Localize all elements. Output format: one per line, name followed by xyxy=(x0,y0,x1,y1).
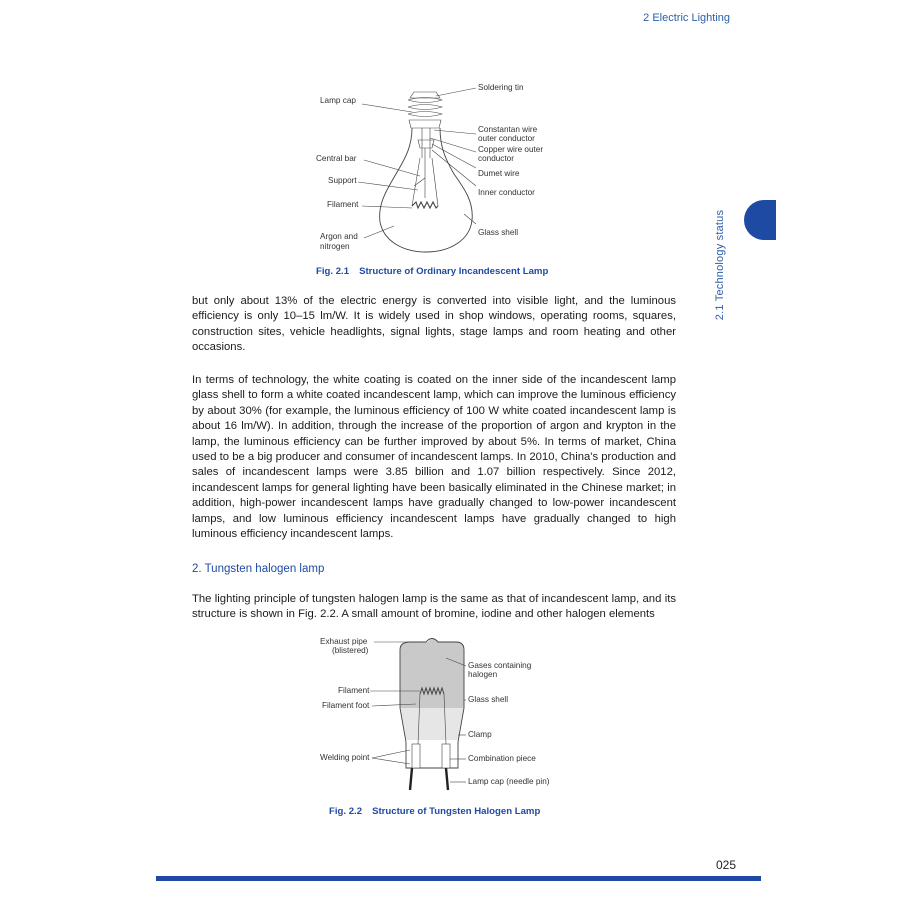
page-number: 025 xyxy=(716,858,737,872)
paragraph-halogen-intro: The lighting principle of tungsten halogen lamp is the same as that of incandescent lamp, and its structure is shown in Fig. 2.2. A small amount of bromine, iodine and other halogen elements xyxy=(192,593,676,621)
paragraph-technology-market: In terms of technology, the white coating is coated on the inner side of the incandescent lamp glass shell to form a white coated incandescent lamp, which can improve the luminous efficiency by about 30% (for example, the luminous efficiency of 100 W white coated incandescent lamp is about 16 lm/W). In addition, through the increase of the proportion of argon and krypton in the lamp, the luminous efficiency can be further improved by about 5%. In terms of market, China used to be a big producer and consumer of incandescent lamps. In 2010, China's production and sales of incandescent lamps were 3.85 billion and 1.07 billion respectively. Since 2012, incandescent lamps for general lighting have been basically eliminated in the Chinese market; in addition, high-power incandescent lamps have gradually changed to low-power incandescent lamps, and low luminous efficiency incandescent lamps have gradually changed to high luminous efficiency incandescent lamps. xyxy=(192,374,676,541)
label-glass-shell: Glass shell xyxy=(478,228,519,237)
label-central-bar: Central bar xyxy=(316,154,357,163)
label-soldering-tin: Soldering tin xyxy=(478,83,524,92)
label-copper-line2: conductor xyxy=(478,154,514,163)
label-constantan-line2: outer conductor xyxy=(478,134,535,143)
label-filament-foot: Filament foot xyxy=(322,701,370,710)
label-glass-shell: Glass shell xyxy=(468,695,509,704)
section-subheading: 2. Tungsten halogen lamp xyxy=(192,563,325,575)
stem-assembly xyxy=(412,128,438,206)
label-exhaust-line2: (blistered) xyxy=(332,646,369,655)
figure1-caption-title: Structure of Ordinary Incandescent Lamp xyxy=(359,266,549,277)
label-constantan-line1: Constantan wire xyxy=(478,125,538,134)
section-side-label xyxy=(700,200,740,330)
label-gases-line2: halogen xyxy=(468,670,498,679)
label-combination-piece: Combination piece xyxy=(468,754,536,763)
running-header: 2 Electric Lighting xyxy=(643,12,730,24)
figure-incandescent-lamp xyxy=(300,78,560,258)
label-inner-conductor: Inner conductor xyxy=(478,188,535,197)
figure1-caption-number: Fig. 2.1 xyxy=(316,266,350,277)
paragraph-efficiency: but only about 13% of the electric energy is converted into visible light, and the luminous efficiency is only 10–15 lm/W. It is widely used in shop windows, operating rooms, squares, construction sites, vehicle headlights, signal lights, stage lamps and room heating and other occasions. xyxy=(192,295,676,354)
label-support: Support xyxy=(328,176,357,185)
filament-coil xyxy=(412,202,438,208)
label-filament: Filament xyxy=(338,686,370,695)
label-exhaust-line1: Exhaust pipe xyxy=(320,637,368,646)
label-gases-line1: Gases containing xyxy=(468,661,532,670)
label-lamp-cap-pin: Lamp cap (needle pin) xyxy=(468,777,550,786)
section-tab-marker xyxy=(744,200,776,240)
halogen-gas-fill xyxy=(400,639,464,708)
figure1-caption xyxy=(316,266,548,277)
label-dumet-wire: Dumet wire xyxy=(478,169,520,178)
figure2-caption xyxy=(329,806,540,817)
label-copper-line1: Copper wire outer xyxy=(478,145,544,154)
figure-halogen-lamp xyxy=(310,632,570,797)
label-welding-point: Welding point xyxy=(320,753,370,762)
lamp-cap-threads xyxy=(408,92,442,128)
label-argon-line1: Argon and xyxy=(320,232,358,241)
label-filament: Filament xyxy=(327,200,359,209)
label-argon-line2: nitrogen xyxy=(320,242,350,251)
footer-rule xyxy=(156,876,761,881)
figure2-caption-number: Fig. 2.2 xyxy=(329,806,363,817)
section-side-label-text: 2.1 Technology status xyxy=(714,209,726,321)
figure2-caption-title: Structure of Tungsten Halogen Lamp xyxy=(372,806,541,817)
label-lamp-cap: Lamp cap xyxy=(320,96,356,105)
label-clamp: Clamp xyxy=(468,730,492,739)
